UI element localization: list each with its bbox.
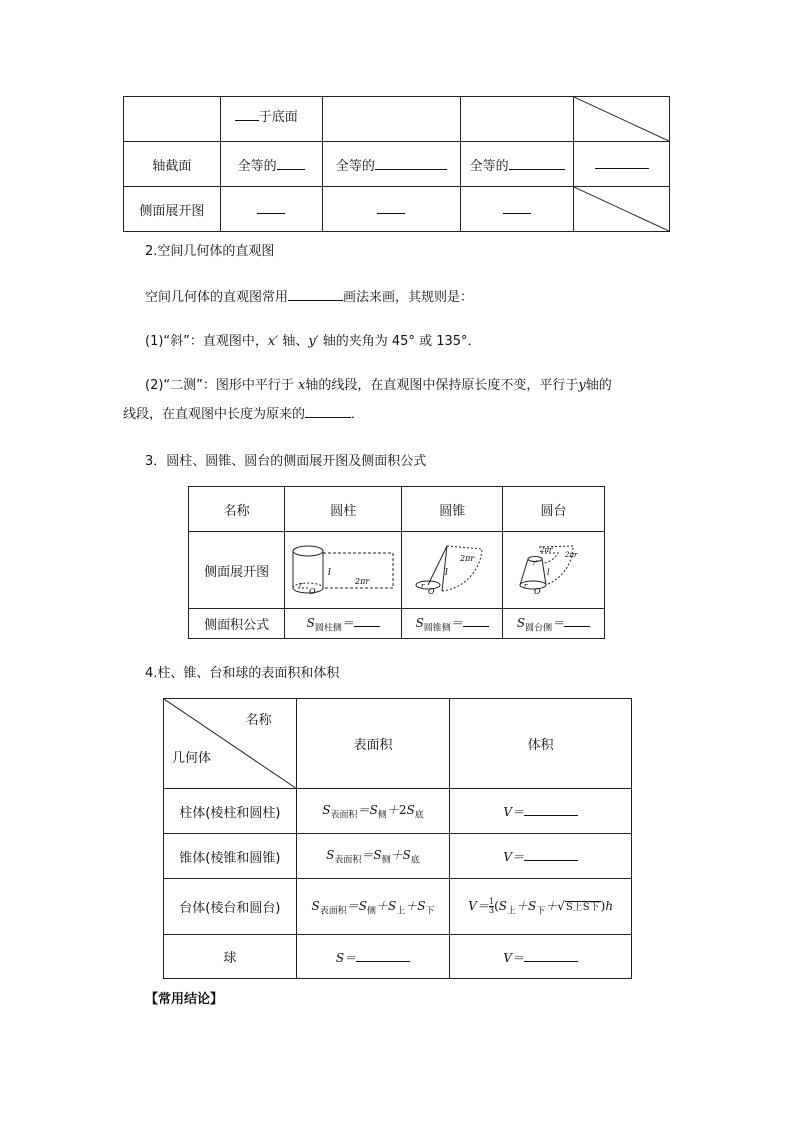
header-cell: 圆柱 [285,487,402,532]
var-S: S [406,803,415,818]
diagonal-cell [574,187,670,232]
equals: ＝ [476,898,489,913]
fill-blank [524,948,578,962]
var-V: V [503,850,512,864]
header-cell: 名称 [189,487,285,532]
diagonal-cell [574,97,670,142]
coefficient: 2 [398,803,407,818]
sqrt-sign: √ [557,898,565,913]
fill-blank [257,200,285,214]
header-cell: 圆锥 [402,487,503,532]
label-l: l [445,568,449,578]
subscript: 侧 [377,810,387,821]
subscript: 上 [396,906,406,917]
var-S: S [335,950,345,965]
var-S: S [306,616,315,631]
math-var: x′ [267,334,279,349]
fill-blank [524,847,578,861]
diagonal-line [574,187,669,231]
corner-header-cell [164,699,297,789]
subscript: 圆锥侧 [423,623,451,634]
subscript: 下 [425,906,435,917]
text: 轴的线段，在直观图中保持原长度不变，平行于 [305,378,579,393]
surface-formula-cell [296,834,450,879]
var-V: V [503,950,512,965]
fill-blank [235,107,259,121]
formula-cell [402,609,503,639]
fill-blank [564,613,590,627]
var-S: S [402,848,411,863]
var-S: S [417,898,426,913]
var-S: S [326,848,335,863]
fill-blank [354,613,380,627]
table-cell [220,142,322,187]
table-cell [322,187,461,232]
var-h: h [605,898,614,913]
volume-formula-cell [450,834,632,879]
table-cell [574,142,670,187]
subscript: 表面积 [330,810,358,821]
subscript: 上 [506,906,516,917]
subscript: 底 [414,810,424,821]
formula [326,848,420,866]
surface-formula-cell [296,789,450,834]
diagonal-line [164,699,296,788]
equals: ＝ [361,848,374,863]
equals: ＝ [344,950,357,965]
corner-top-label: 名称 [245,713,272,728]
surface-formula-cell [296,879,450,935]
fill-blank [356,948,410,962]
plus: ＋ [390,848,403,863]
table-cell [220,187,322,232]
formula [322,803,424,821]
paren-open: ( [494,898,499,913]
plus: ＋ [405,898,418,913]
var-S: S [369,803,378,818]
surface-formula-cell [296,935,450,979]
numerator: 1 [488,896,495,906]
var-S: S [388,898,397,913]
table-cell [124,97,221,142]
math-var: x [298,378,306,393]
subscript: 表面积 [334,855,362,866]
denominator: 3 [488,905,495,915]
formula [468,896,614,917]
cone-unfold-cell [402,532,503,609]
table-cell [461,97,574,142]
table-cell [322,97,461,142]
subscript: 侧 [381,855,391,866]
text: 轴的 [585,378,612,393]
fill-blank [463,613,489,627]
label-l: l [546,568,550,577]
table-cell [461,187,574,232]
sqrt-content: S上S下 [565,901,600,913]
fill-blank [509,156,565,170]
label-O: O [309,587,316,596]
row-label: 侧面展开图 [124,187,221,232]
row-label: 锥体(棱锥和圆锥) [164,834,297,879]
cylinder-unfold-cell [285,532,402,609]
var-S: S [373,848,382,863]
formula [415,616,463,634]
frustum-unfold-figure [513,541,595,599]
var-V: V [503,805,512,819]
subscript: 圆柱侧 [314,623,342,634]
section-4-title: 4.柱、锥、台和球的表面积和体积 [145,666,340,681]
equals: ＝ [341,616,354,631]
text: 空间几何体的直观图常用 [145,290,289,305]
fill-blank [595,155,649,169]
var-S: S [528,898,537,913]
label-r: r [523,582,527,590]
header-cell: 圆台 [503,487,605,532]
rule-1 [145,330,481,349]
table-cell [220,97,322,142]
volume-formula-cell [450,935,632,979]
volume-formula-cell [450,789,632,834]
text: 线段，在直观图中长度为原来的 [123,407,306,422]
label-2pir-prime: 2πr′ [539,546,554,554]
subscript: 表面积 [319,906,347,917]
row-label: 侧面积公式 [189,609,285,639]
math-var: y′ [308,334,319,349]
plus: ＋ [545,898,558,913]
label-r: r [299,581,303,589]
equals: ＝ [357,803,370,818]
var-S: S [311,898,320,913]
label-2pir: 2πr [460,554,475,563]
corner-bottom-label: 几何体 [172,751,212,766]
rule-2 [145,374,612,393]
surface-volume-table [163,698,632,979]
header-cell: 表面积 [296,699,450,789]
diagonal-line [574,97,669,141]
var-S: S [322,803,331,818]
equals: ＝ [512,805,525,819]
cone-unfold-figure [412,541,492,599]
cell-text: 于底面 [258,110,298,125]
equals: ＝ [512,850,525,864]
table-cell [461,142,574,187]
row-label: 轴截面 [124,142,221,187]
formula [306,616,354,634]
var-S: S [358,898,367,913]
label-l: l [328,568,332,578]
subscript: 底 [410,855,420,866]
equals: ＝ [512,950,525,965]
rule-2-continued [123,403,364,422]
cell-text: 全等的 [469,158,509,174]
equals: ＝ [552,616,565,631]
var-S: S [516,616,526,631]
formula [311,898,435,917]
text: 画法来画，其规则是： [343,290,474,305]
cell-text: 全等的 [237,158,277,174]
formula [516,616,565,634]
section-2-title: 2.空间几何体的直观图 [145,244,275,259]
volume-formula-cell [450,879,632,935]
subscript: 侧 [366,906,376,917]
label-O: O [533,587,541,596]
cylinder-unfold-figure [288,542,398,598]
row-label: 球 [164,935,297,979]
text: (2)“二测”：图形中平行于 [145,378,299,393]
geometry-properties-table [123,96,670,232]
text: 轴、 [278,334,309,349]
fill-blank [277,156,305,170]
table-cell [322,142,461,187]
label-r: r [421,582,425,590]
formula-cell [503,609,605,639]
plus: ＋ [376,898,389,913]
equals: ＝ [346,898,359,913]
text: ． [351,407,365,422]
fill-blank [503,200,531,214]
fill-blank [305,404,351,418]
row-label: 台体(棱台和圆台) [164,879,297,935]
text: 轴的夹角为 45° 或 135°． [318,334,481,349]
plus: ＋ [516,898,529,913]
label-2pir: 2πr [564,551,577,559]
text: (1)“斜”：直观图中， [145,334,268,349]
paren-close: ) [600,898,606,913]
cell-text: 全等的 [335,158,375,174]
var-S: S [498,898,507,913]
label-r-prime: r′ [532,560,537,567]
subscript: 下 [536,906,546,917]
lateral-area-table [188,486,605,639]
equals: ＝ [450,616,463,631]
section-3-title: 3．圆柱、圆锥、圆台的侧面展开图及侧面积公式 [145,454,427,469]
header-cell: 体积 [450,699,632,789]
label-O: O [428,587,435,596]
row-label: 侧面展开图 [189,532,285,609]
fill-blank [377,200,405,214]
fill-blank [288,287,343,301]
frustum-unfold-cell [503,532,605,609]
subscript: 圆台侧 [525,623,553,634]
label-2pir: 2πr [355,577,370,586]
common-conclusions-label: 【常用结论】 [145,992,224,1007]
fill-blank [524,802,578,816]
row-label: 柱体(棱柱和圆柱) [164,789,297,834]
formula-cell [285,609,402,639]
var-S: S [415,616,424,631]
section-2-intro [145,286,473,305]
fill-blank [375,156,447,170]
plus: ＋ [386,803,399,818]
var-V: V [468,898,477,913]
math-var: y [578,378,586,393]
